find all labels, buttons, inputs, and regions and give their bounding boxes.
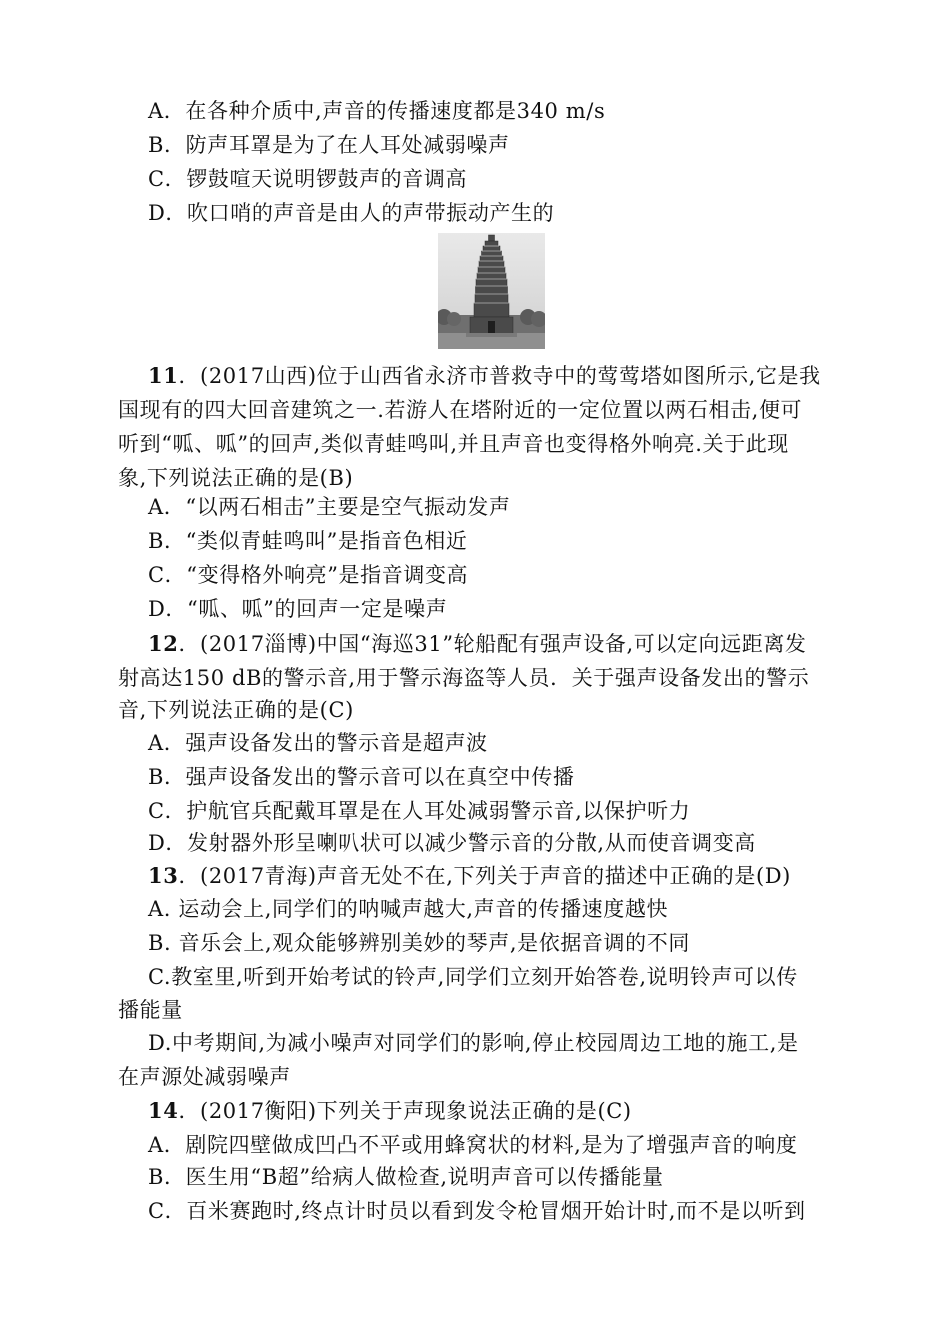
q11-stem-line-3: 听到“呱、呱”的回声,类似青蛙鸣叫,并且声音也变得格外响亮.关于此现 (118, 432, 789, 456)
q13-option-a: A. 运动会上,同学们的呐喊声越大,声音的传播速度越快 (148, 897, 669, 921)
q12-stem-text-1: ．(2017淄博)中国“海巡31”轮船配有强声设备,可以定向远距离发 (178, 632, 807, 656)
q12-option-d: D．发射器外形呈喇叭状可以减少警示音的分散,从而使音调变高 (148, 831, 756, 855)
q13-number: 13 (148, 863, 179, 888)
q13-stem-text-1: ．(2017青海)声音无处不在,下列关于声音的描述中正确的是(D) (178, 864, 791, 888)
q13-stem-line-1 (148, 859, 878, 893)
q14-stem-text-1: ．(2017衡阳)下列关于声现象说法正确的是(C) (178, 1099, 632, 1123)
q12-number: 12 (148, 631, 179, 656)
q14-option-a: A．剧院四壁做成凹凸不平或用蜂窝状的材料,是为了增强声音的响度 (148, 1133, 798, 1157)
q14-option-b: B．医生用“B超”给病人做检查,说明声音可以传播能量 (148, 1165, 664, 1189)
q12-option-c: C．护航官兵配戴耳罩是在人耳处减弱警示音,以保护听力 (148, 799, 691, 823)
q13-option-d: D.中考期间,为减小噪声对同学们的影响,停止校园周边工地的施工,是 (148, 1031, 799, 1055)
q12-option-a: A．强声设备发出的警示音是超声波 (148, 731, 488, 755)
q11-option-d: D．“呱、呱”的回声一定是噪声 (148, 597, 448, 621)
q14-number: 14 (148, 1098, 179, 1123)
q11-stem-line-1 (148, 359, 878, 393)
q11-option-c: C．“变得格外响亮”是指音调变高 (148, 563, 469, 587)
q10-option-a: A．在各种介质中,声音的传播速度都是340 m/s (148, 99, 606, 123)
q14-option-c: C．百米赛跑时,终点计时员以看到发令枪冒烟开始计时,而不是以听到 (148, 1199, 806, 1223)
q13-option-b: B. 音乐会上,观众能够辨别美妙的琴声,是依据音调的不同 (148, 931, 690, 955)
q10-option-b: B．防声耳罩是为了在人耳处减弱噪声 (148, 133, 510, 157)
q12-option-b: B．强声设备发出的警示音可以在真空中传播 (148, 765, 575, 789)
q12-stem-line-3: 音,下列说法正确的是(C) (118, 698, 354, 722)
q11-option-a: A．“以两石相击”主要是空气振动发声 (148, 495, 511, 519)
q12-stem-line-1 (148, 627, 878, 661)
q14-stem-line-1 (148, 1094, 878, 1128)
q10-option-d: D．吹口哨的声音是由人的声带振动产生的 (148, 201, 555, 225)
q13-option-c-cont: 播能量 (118, 998, 183, 1022)
q11-stem-line-4: 象,下列说法正确的是(B) (118, 466, 354, 490)
q11-number: 11 (148, 363, 179, 388)
pagoda-photo (438, 233, 545, 349)
q11-stem-line-2: 国现有的四大回音建筑之一.若游人在塔附近的一定位置以两石相击,便可 (118, 398, 803, 422)
q12-stem-line-2: 射高达150 dB的警示音,用于警示海盗等人员．关于强声设备发出的警示 (118, 666, 810, 690)
q13-option-d-cont: 在声源处减弱噪声 (118, 1065, 291, 1089)
q11-option-b: B．“类似青蛙鸣叫”是指音色相近 (148, 529, 468, 553)
q10-option-c: C．锣鼓喧天说明锣鼓声的音调高 (148, 167, 468, 191)
q11-stem-text-1: ．(2017山西)位于山西省永济市普救寺中的莺莺塔如图所示,它是我 (178, 364, 821, 388)
q13-option-c: C.教室里,听到开始考试的铃声,同学们立刻开始答卷,说明铃声可以传 (148, 965, 798, 989)
